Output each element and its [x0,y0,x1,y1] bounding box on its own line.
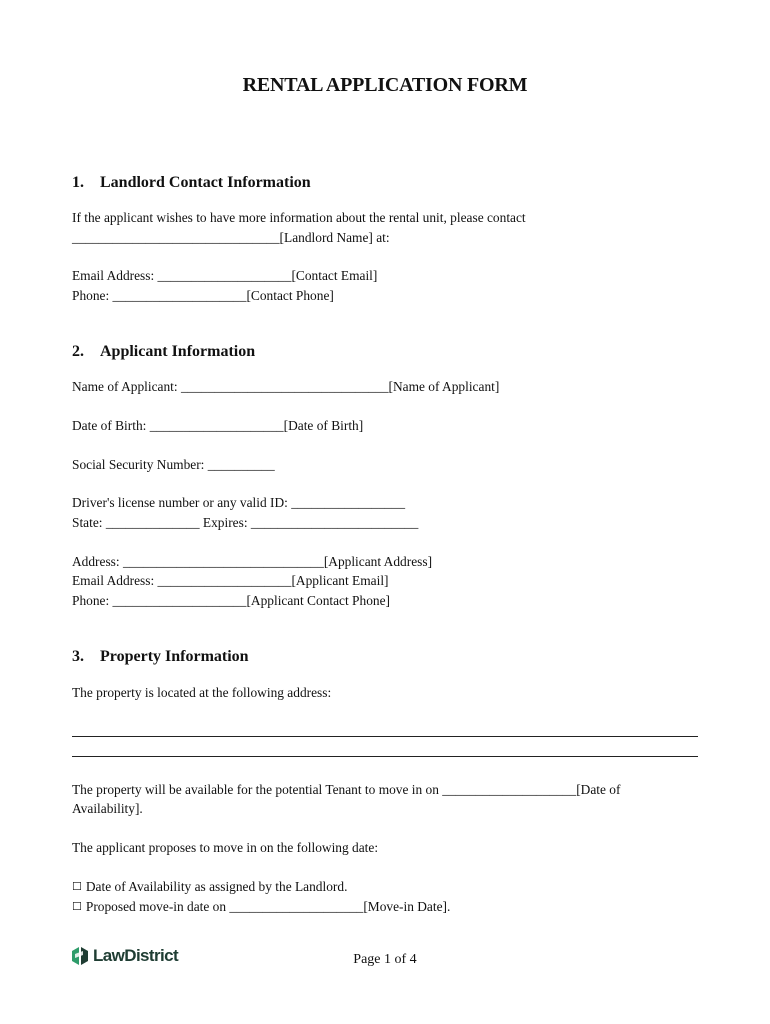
availability-line: The property will be available for the potential Tenant to move in on ____________________[Date of [72,782,621,797]
availability-line-cont: Availability]. [72,801,143,816]
applicant-address-field: Address: ______________________________[Applicant Address] [72,554,433,569]
landlord-phone-field: Phone: ____________________[Contact Phone] [72,288,334,303]
applicant-phone-field: Phone: ____________________[Applicant Contact Phone] [72,593,390,608]
applicant-state-expires-field: State: ______________ Expires: _________________________ [72,515,419,530]
logo-wordmark: LawDistrict [93,946,179,965]
applicant-license-field: Driver's license number or any valid ID: _________________ [72,495,406,510]
property-address-blank-line-2 [72,756,698,757]
property-address-label: The property is located at the following address: [72,685,332,700]
landlord-email-field: Email Address: ____________________[Contact Email] [72,268,378,283]
landlord-intro-line: If the applicant wishes to have more information about the rental unit, please contact [72,210,526,225]
section-2-heading [72,343,255,361]
move-in-proposal-label: The applicant proposes to move in on the following date: [72,840,379,855]
section-1-number: 1. [72,174,84,191]
section-3-title: Property Information [100,648,249,665]
section-2-title: Applicant Information [100,343,256,360]
section-1-title: Landlord Contact Information [100,174,311,191]
applicant-ssn-field: Social Security Number: __________ [72,457,275,472]
checkbox-icon[interactable]: ☐ [72,900,82,913]
section-2-number: 2. [72,343,84,360]
applicant-email-field: Email Address: ____________________[Applicant Email] [72,573,389,588]
option-label: Proposed move-in date on ____________________[Move-in Date]. [85,899,451,914]
option-date-of-availability[interactable] [72,877,347,898]
section-1-heading [72,174,311,192]
option-label: Date of Availability as assigned by the Landlord. [85,879,348,894]
property-address-blank-line-1 [72,736,698,737]
landlord-name-field: _______________________________[Landlord Name] at: [72,230,390,245]
checkbox-icon[interactable]: ☐ [72,880,82,893]
document-title: RENTAL APPLICATION FORM [242,74,528,96]
page-number: Page 1 of 4 [353,952,417,967]
section-3-number: 3. [72,648,84,665]
section-3-heading [72,648,249,666]
applicant-dob-field: Date of Birth: ____________________[Date of Birth] [72,418,364,433]
option-proposed-move-in[interactable] [72,897,450,918]
applicant-name-field: Name of Applicant: _______________________________[Name of Applicant] [72,379,500,394]
